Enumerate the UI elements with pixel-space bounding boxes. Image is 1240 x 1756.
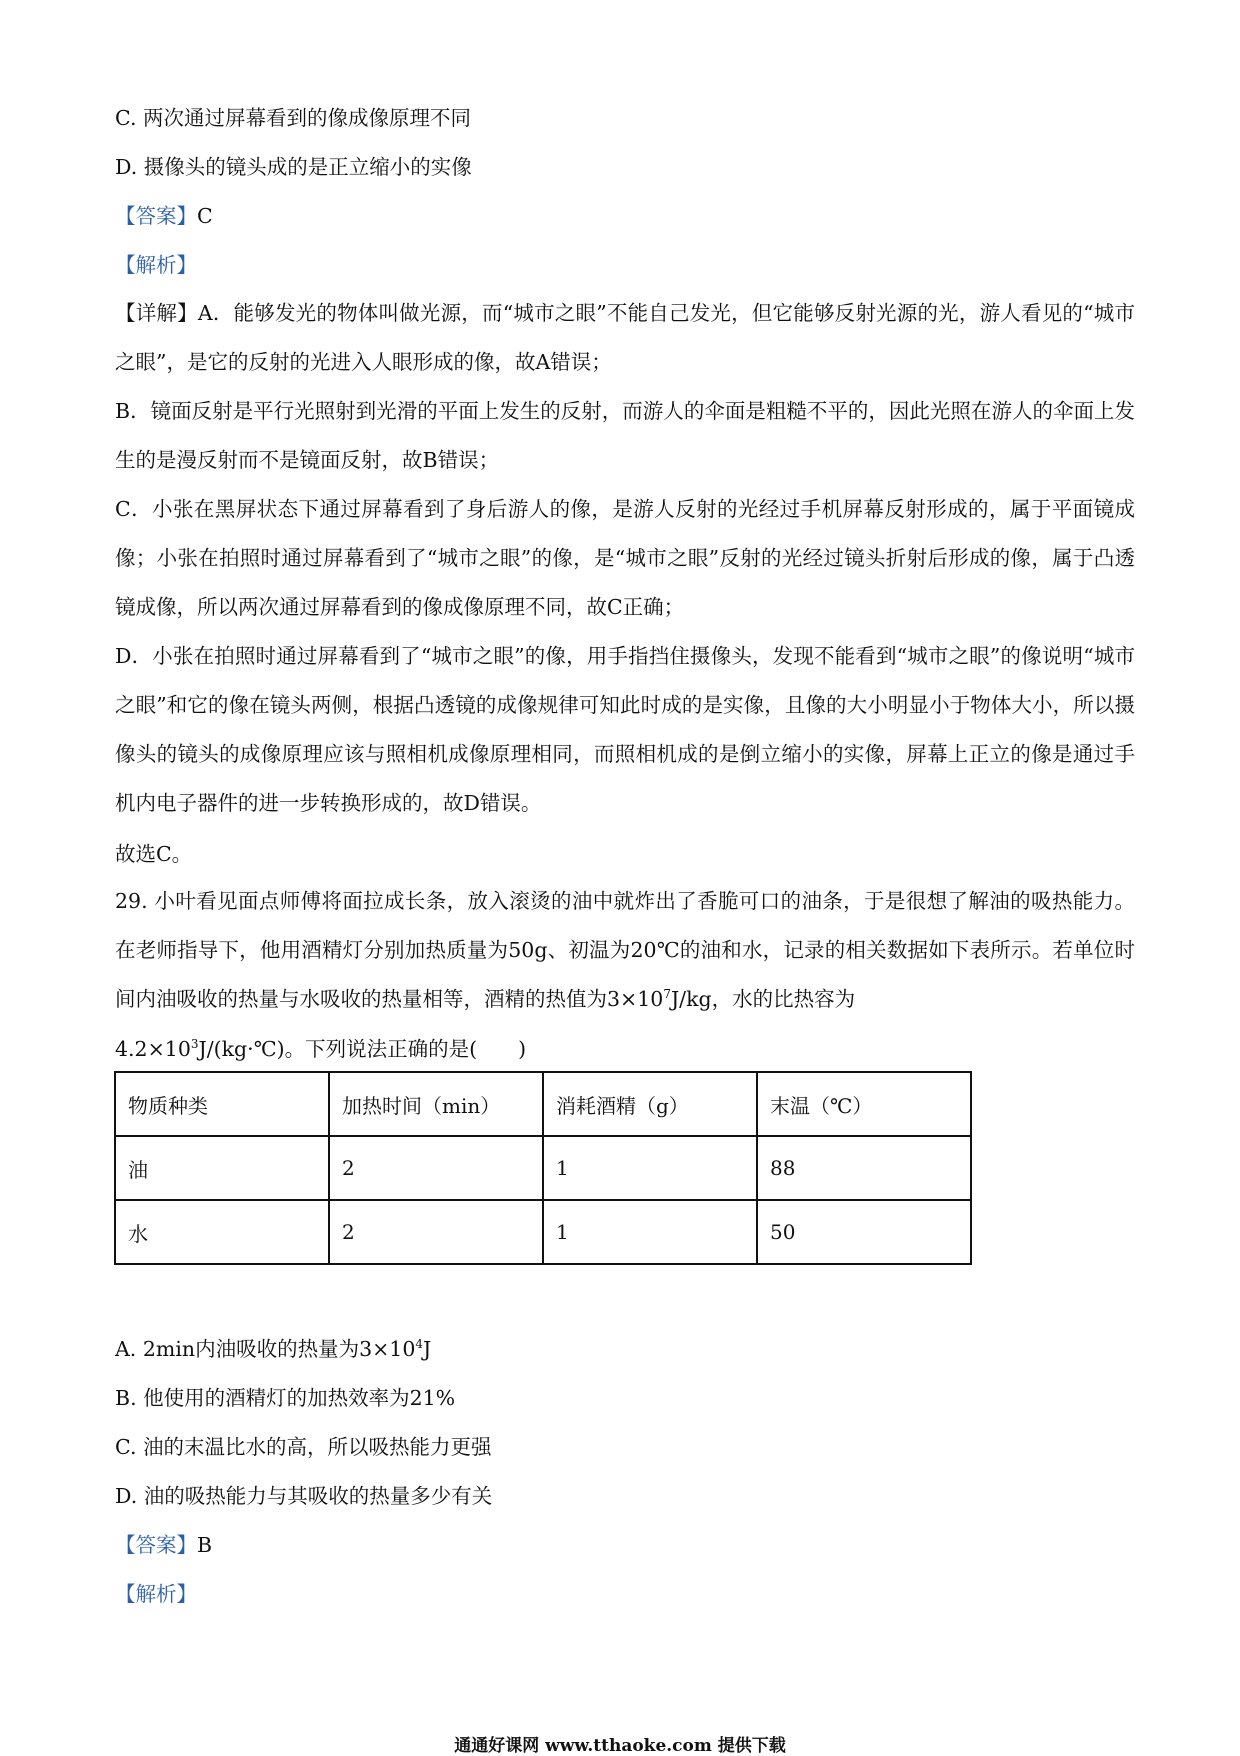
table-row — [115, 1200, 971, 1264]
q29-option-b: B. 他使用的酒精灯的加热效率为21% — [115, 1386, 456, 1410]
prev-answer — [115, 203, 213, 229]
prev-option-c: C. 两次通过屏幕看到的像成像原理不同 — [115, 106, 471, 130]
table-cell: 50 — [757, 1200, 971, 1264]
question-29-stem-cont: $4.2\times 10^3J/(kg\cdot℃)$。下列说法正确的是( ) — [115, 1037, 527, 1061]
table-cell: 2 — [329, 1200, 543, 1264]
table-header-cell: 消耗酒精（g） — [543, 1072, 757, 1136]
table-cell: 1 — [543, 1200, 757, 1264]
answer-tag: 【答案】 — [115, 204, 197, 228]
detail-c: C．小张在黑屏状态下通过屏幕看到了身后游人的像，是游人反射的光经过手机屏幕反射形成的，属于平面镜成像；小张在拍照时通过屏幕看到了“城市之眼”的像，是“城市之眼”反射的光经过镜头折射后形成的像，属于凸透镜成像，所以两次通过屏幕看到的像成像原理不同，故C正确； — [115, 497, 1135, 619]
prev-option-d: D. 摄像头的镜头成的是正立缩小的实像 — [115, 155, 472, 179]
table-header-cell: 加热时间（min） — [329, 1072, 543, 1136]
table-cell: 油 — [115, 1136, 329, 1200]
prev-analysis-tag: 【解析】 — [115, 253, 197, 277]
detail-a: 【详解】A．能够发光的物体叫做光源，而“城市之眼”不能自己发光，但它能够反射光源的光，游人看见的“城市之眼”，是它的反射的光进入人眼形成的像，故A错误； — [115, 301, 1136, 374]
q29-analysis-tag: 【解析】 — [115, 1582, 197, 1606]
detail-d: D．小张在拍照时通过屏幕看到了“城市之眼”的像，用手指挡住摄像头，发现不能看到“城市之眼”的像说明“城市之眼”和它的像在镜头两侧，根据凸透镜的成像规律可知此时成的是实像，且像的大小明显小于物体大小，所以摄像头的镜头的成像原理应该与照相机成像原理相同，而照相机成的是倒立缩小的实像，屏幕上正立的像是通过手机内电子器件的进一步转换形成的，故D错误。 — [115, 644, 1135, 815]
table-cell: 2 — [329, 1136, 543, 1200]
answer-value: B — [197, 1533, 213, 1557]
answer-tag: 【答案】 — [115, 1533, 197, 1557]
question-29-stem: 29. 小叶看见面点师傅将面拉成长条，放入滚烫的油中就炸出了香脆可口的油条，于是很想了解油的吸热能力。在老师指导下，他用酒精灯分别加热质量为50g、初温为20℃的油和水，记录的相关数据如下表所示。若单位时间内油吸收的热量与水吸收的热量相等，酒精的热值为$3\times 10^7J/kg$，水的比热容为 — [115, 889, 1135, 1011]
table-cell: 88 — [757, 1136, 971, 1200]
q29-option-d: D. 油的吸热能力与其吸收的热量多少有关 — [115, 1484, 493, 1508]
detail-tag: 【详解】 — [115, 301, 198, 325]
table-row — [115, 1136, 971, 1200]
table-cell: 水 — [115, 1200, 329, 1264]
table-header-cell: 物质种类 — [115, 1072, 329, 1136]
q29-answer — [115, 1532, 212, 1558]
data-table — [114, 1071, 972, 1265]
detail-b: B．镜面反射是平行光照射到光滑的平面上发生的反射，而游人的伞面是粗糙不平的，因此光照在游人的伞面上发生的是漫反射而不是镜面反射，故B错误； — [115, 399, 1135, 472]
page-footer: 通通好课网 www.tthaoke.com 提供下载 — [454, 1736, 786, 1756]
table-cell: 1 — [543, 1136, 757, 1200]
table-header-row — [115, 1072, 971, 1136]
q29-option-c: C. 油的末温比水的高，所以吸热能力更强 — [115, 1435, 492, 1459]
table-header-cell: 末温（℃） — [757, 1072, 971, 1136]
answer-value: C — [197, 204, 213, 228]
q29-option-a: A. 2min内油吸收的热量为$3\times 10^4J$ — [115, 1337, 432, 1361]
conclusion: 故选C。 — [115, 842, 193, 866]
